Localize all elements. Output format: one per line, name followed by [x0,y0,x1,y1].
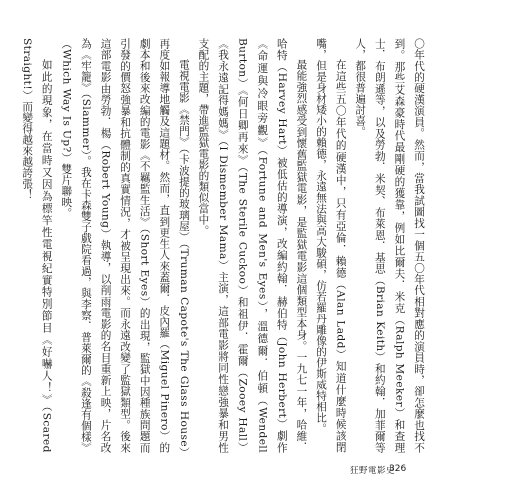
page-number: 326 [389,464,407,474]
page-footer [0,464,520,478]
running-title: 狂野電影史 [350,466,396,476]
body-text [21,38,428,453]
paragraph-1: 〇年代的硬漢演員。然而，當我試圖找一個五〇年代相對應的演員時，卻怎麼也找不到。那些艾森豪時代最剛硬的獲靠，例如比爾夫．米克（Ralph Meeker）和查理士．布朗遜等，以及勞勃．米契、布萊恩．基思（Brian Keith）和約翰．加菲爾等人，都很普遍討喜。 [354,38,425,453]
paragraph-2: 在這些五〇年代的硬漢中，只有亞倫．賴德（Alan Ladd）知道什麼時候該閉嘴，但是身材矮小的賴德，永遠無法與高大駿碩，仿若羅丹雕像的伊斯威特相比。 [315,38,347,453]
paragraph-3: 最能強烈感受到懷舊監獄電影，是監獄電影這個類型本身。一九七一年，哈維．哈特（Harvey Hart）被低估的導演，改編約翰．赫伯特（John Herbert）劇作《命運與冷眼旁觀》（Fortune and Men's Eyes），溫德爾．伯頓（Wendell Burton）《何日卿再來》（The Sterile Cuckoo）和祖伊．霍爾（Zooey Hall）《我永遠記得媽媽》（I Dismember Mama）主演，這部電影將同性戀強暴和男性支配的主題，帶進監獄電影的類似當中。 [197,38,308,453]
paragraph-4: 電視電影《禁門》（卡波提的玻璃屋）（Truman Capote's The Glass House）再度如報導地觸及這題材。然而，直到更生人來蓋爾．皮內羅（Miguel Pinero）的劇本和後來改編的電影《不羈監生活》（Short Eyes）的出現，監獄中因種族問題而引發的價怒強暴和抗體制的真實情況，才被呈現出來。而永遠改變了監獄類型。後來這部電影由勞勃．楊（Robert Young）執導，以削雨電影的名目重新上映，片名改為《牢籠》（Slammer）。我在卡森雙子戲院看過，與李察．普萊爾的《殺逢有個樣》（Which Way Is Up?）雙片聯映。 [60,38,190,453]
paragraph-5: 如此的現象，在當時又因為標竿性電視紀實特別節目《好嚇人！》（Scared Straight!）而變得越來越誇張！ [21,38,53,453]
